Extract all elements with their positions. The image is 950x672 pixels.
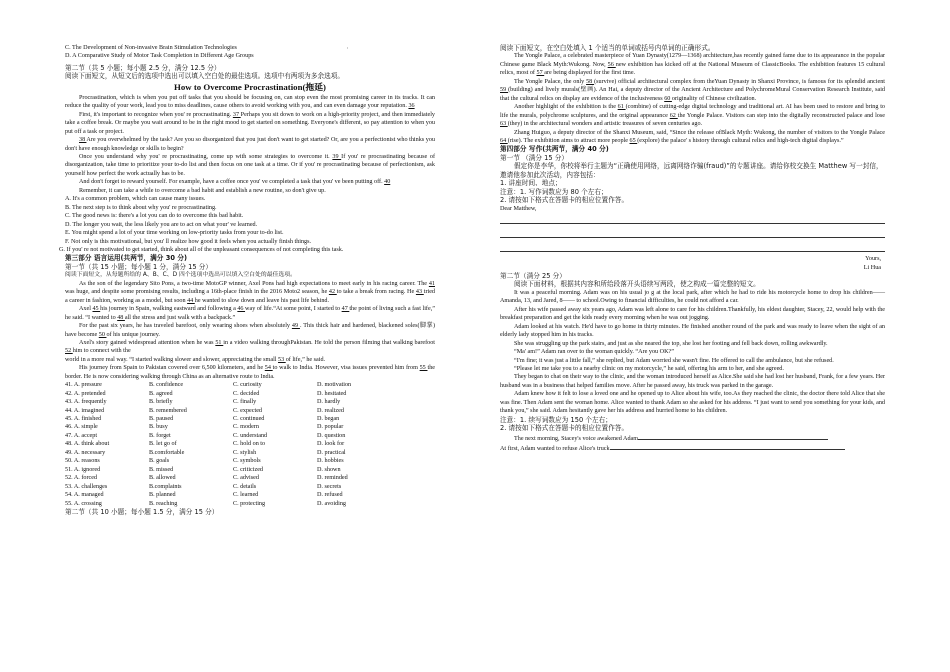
cloze-option: D. shown [317,466,341,473]
blank-65[interactable]: 65 [629,137,638,144]
blank-64[interactable]: 64 [500,137,508,144]
blank-39[interactable]: 39 [332,153,342,160]
salutation: Dear Matthew, [500,205,537,212]
blank-60[interactable]: 60 [664,95,672,102]
cloze-option: C. advised [233,475,259,482]
cloze-option: 42. A. pretended [65,390,106,397]
cloze-option: D. refused [317,492,343,499]
cloze-option: 45. A. finished [65,416,102,423]
cloze-option: C. learned [233,492,259,499]
cloze-option: B. paused [149,416,174,423]
cloze-option: C. details [233,483,257,490]
cloze-option: B. forget [149,432,171,439]
continuation-start-2: At first, Adam wanted to refuse Alice's truck [500,443,885,453]
cloze-option: B. agreed [149,390,173,397]
paragraph: For the past six years, he has traveled barefoot, only wearing shoes when absolutely 49 . This thick hair and hardened, blackened soles(脚掌) have become 50 of his unique journey. [65,323,435,338]
option-c: C. The Development of Non-invasive Brain Stimulation Technologies [65,45,237,51]
paragraph: Axel's story gained widespread attention when he was 51 in a video walking throughPakistan. He told the person filming that walking barefoot 52 him to connect with the [65,339,435,355]
blank-63[interactable]: 63 [500,121,508,128]
cloze-option: B. let go of [149,441,177,448]
blank-59[interactable]: 59 [500,87,509,94]
task-point: 注意：1. 写作词数应为 80 个左右； [500,187,608,196]
paragraph: “I'm fine; it was just a little fall,” she replied, but Adam worried she wasn't fine. He offered to call the ambulance, but she refused. [514,357,834,364]
cloze-option: B.comfortable [149,449,185,456]
paragraph: His journey from Spain to Pakistan covered over 6,500 kilometers, and he 54 to walk to India. However, visa issues prevented him from 55 the border. He is now considering walking through China as an alternative route to India. [65,365,435,380]
part3-section1-instructions: 阅读下面短文，从每题所给的 A、B、C、D 四个选项中选出可以填入空白处的最佳选项。 [65,272,296,279]
paragraph: The Yongle Palace, a celebrated masterpiece of Yuan Dynasty(1279—1368) architecture,has recently gained fame due to its appearance in the popular Chinese game Black Myth:Wukong. Now, 56 new exhibition has kicked off at the National Museum of ClassicBooks. The exhibition features 15 cultural relics, most of 57 are being displayed for the first time. [500,53,885,77]
cloze-option: C. finally [233,399,257,406]
answer-line[interactable] [500,213,885,224]
cloze-option: B. remembered [149,407,187,414]
continuation-start-1: The next morning, Stacey's voice awakened Adam [500,433,885,443]
cloze-option: C. criticized [233,466,264,473]
answer-line[interactable] [638,433,828,440]
cloze-option: 51. A. ignored [65,466,101,473]
cloze-option: 44. A. imagined [65,407,105,414]
signature: Li Hua [863,264,881,271]
note: 2. 请按如下格式在答题卡的相应位置作答。 [500,424,629,433]
blank-44[interactable]: 44 [187,297,195,304]
choice-item: G. If you' re not motivated to get started, think about all of the unpleasant consequences of not completing this task. [59,246,344,253]
paragraph: Remember, it can take a while to overcome a bad habit and establish a new routine, so don't give up. [79,187,326,194]
blank-42[interactable]: 42 [328,289,337,296]
part4-section2-header: 第二节（满分 25 分） [500,271,566,280]
cloze-option: 48. A. think about [65,441,110,448]
paragraph: Adam knew how it felt to lose a loved one and he opened up to Alice about his wife, too.As they reached the clinic, the doctor there told Alice that she was fine. Then Adam sent the woman home. Alice wanted to thank Adam so she asked for his address. “I just want to send you something for your kids, and thank you,” she said. Adam hesitantly gave her his address and hurried home to his children. [500,391,885,415]
paragraph: Adam looked at his watch. He'd have to go home in thirty minutes. He finished another round of the park and was ready to leave when the sight of an elderly lady stopped him in his tracks. [500,323,885,339]
paragraph: “Ma' am!” Adam ran over to the woman quickly. “Are you OK?” [514,349,674,356]
cloze-option: 46. A. simple [65,424,98,431]
note: 注意：1. 续写词数应为 150 个左右； [500,415,612,424]
blank-46[interactable]: 46 [237,306,246,313]
choice-item: A. It's a common problem, which can cause many issues. [65,196,206,203]
blank-62[interactable]: 62 [669,112,678,119]
cloze-option: C. symbols [233,458,261,465]
cloze-option: 55. A. crossing [65,500,102,507]
task-point: 2. 请按如下格式在答题卡的相应位置作答。 [500,196,629,205]
blank-58[interactable]: 58 [586,78,595,85]
blank-55[interactable]: 55 [419,365,428,372]
blank-37[interactable]: 37 [232,111,241,118]
cloze-option: D. avoiding [317,500,346,507]
cloze-option: B. confidence [149,382,184,389]
cloze-option: B. allowed [149,475,176,482]
choice-item: D. The longer you wait, the less likely you are to act on what your' ve learned. [65,221,258,228]
cloze-option: C. protecting [233,500,266,507]
cloze-option: C. curiosity [233,382,262,389]
cloze-option: B. briefly [149,399,173,406]
choice-item: C. The good news is: there's a lot you can do to overcome this bad habit. [65,213,244,220]
writing-task: 假定你是李华，你校将举行主题为“正确使用网络，远离网络诈骗(fraud)”的专题讲座。请给你校交换生 Matthew 写一封信，邀请他参加此次活动，内容包括： [500,162,883,179]
section2-instructions: 阅读下面短文，从短文后的选项中选出可以填入空白处的最佳选项。选项中有两项为多余选项。 [65,72,345,81]
cloze-option: B. busy [149,424,168,431]
cloze-option: D. hesitated [317,390,347,397]
cloze-option: C. stylish [233,449,257,456]
cloze-option: 54. A. managed [65,492,104,499]
grammar-instructions: 阅读下面短文，在空白处填入 1 个适当的单词或括号内单词的正确形式。 [500,44,715,52]
paragraph: She was struggling up the park stairs, and just as she neared the top, she lost her footing and fell back down, rolling awkwardly. [514,340,828,347]
paragraph: Axel 45 his journey in Spain, walking eastward and following a 46 way of life.“At some point, I started to 47 the point of living such a fast life,” he said. “I wanted to 48 all the stress and just walk with a backpack.” [65,306,435,321]
blank-45[interactable]: 45 [92,306,101,313]
paragraph: After his wife passed away six years ago, Adam was left alone to care for his children.Thankfully, his eldest daughter, Stacey, 22, would help with the breakfast preparation and get the kids ready every morning when he was out jogging. [500,306,885,322]
section2-header: 第二节（共 5 小题；每小题 2.5 分，满分 12.5 分） [65,63,221,72]
paragraph: Another highlight of the exhibition is the 61 (combine) of cutting-edge digital technology and traditional art. AI has been used to restore and bring to life the murals, polychrome sculptures, and the original appearance 62 the Yongle Palace. Visitors can step into the digitally reconstructed palace and lose 63 (they) in the architectural wonders and artistic treasures of seven centuries ago. [500,104,885,128]
paragraph: First, it's important to recognize when you' re procrastinating. 37 Perhaps you sit down to work on a high-priority project, and then immediately take a coffee break. Or maybe you wait around to be in the right mood to get started on something. Everyone's different, so pay attention to when you put off a task or project. [65,111,435,135]
paragraph: As the son of the legendary Sito Pons, a two-time MotoGP winner, Axel Pons had high expectations to meet early in his racing career. The 41 was huge, and despite some promising results, including a 16th-place finish in the 2016 Moto2 season, he 42 to take a break from racing. He 43 tried a career in fashion, working as a model, but soon 44 he wanted to slow down and leave his past life behind. [65,280,436,304]
cloze-option: D. reminded [317,475,348,482]
paragraph: “Please let me take you to a nearby clinic on my motorcycle,” he said, offering his arm to her, and she agreed. [514,365,784,372]
choice-item: F. Not only is this motivational, but you' ll realize how good it feels when you actually finish things. [65,238,312,245]
stray-mark: ' [347,48,348,53]
blank-48[interactable]: 48 [117,314,125,321]
paragraph: world in a more real way. “I started walking slower and slower, appreciating the small 53 of life,” he said. [65,356,326,363]
part4-section1-header: 第一节 （满分 15 分） [500,153,569,162]
passage-title: How to Overcome Procrastination(拖延) [174,81,326,92]
blank-51[interactable]: 51 [215,339,224,346]
cloze-option: C. hold on to [233,441,266,448]
blank-53[interactable]: 53 [278,356,286,363]
blank-50[interactable]: 50 [98,331,107,338]
cloze-option: C. decided [233,390,260,397]
blank-41[interactable]: 41 [428,280,435,287]
cloze-option: D. popular [317,424,344,431]
cloze-option: C. continued [233,416,265,423]
cloze-option: D. motivation [317,382,352,389]
blank-57[interactable]: 57 [536,70,545,77]
closing: Yours, [865,256,881,263]
part3-section2-header: 第二节（共 10 小题；每小题 1.5 分，满分 15 分） [65,508,219,517]
choice-item: B. The next step is to think about why you' re procrastinating. [65,204,217,211]
cloze-option: D. practical [317,449,346,456]
cloze-option: 49. A. necessary [65,449,106,456]
blank-40[interactable]: 40 [384,179,391,186]
cloze-option: C. understand [233,432,268,439]
blank-61[interactable]: 61 [617,104,626,111]
cloze-option: B. goals [149,458,170,465]
blank-56[interactable]: 56 [607,61,616,68]
cloze-option: B.complaints [149,483,182,490]
right-column [500,0,885,453]
paragraph: Once you understand why you' re procrastinating, come up with some strategies to overcome it. 39 If you' re procrastinating because of disorganization, take time to prioritize your to-do list and then focus on one task at a time. Or if you' re procrastinating because of perfectionism, ask yourself how perfect the work actually has to be. [65,153,435,177]
paragraph: Procrastination, which is when you put off tasks that you should be focusing on, can stop even the most promising career in its tracks. It can reduce the quality of your work, lead you to miss deadlines, cause others to avoid working with you, and can even damage your reputation. 36 [65,94,435,110]
task-point: 1. 讲座时间、地点； [500,179,562,188]
option-d: D. A Comparative Study of Motor Task Completion in Different Age Groups [65,53,254,60]
blank-54[interactable]: 54 [264,365,273,372]
cloze-option: 50. A. reasons [65,458,100,465]
cloze-option: D. look for [317,441,345,448]
cloze-option: 41. A. pressure [65,382,102,389]
paragraph: Zhang Huiguo, a deputy director of the Shanxi Museum, said, “Since the release ofBlack Myth: Wukong, the number of visitors to the Yongle Palace 64 (rise). The exhibition aims to attract more people 65 (explore) the palace' s history through cultural relics and high-tech digital displays.” [500,129,885,144]
cloze-option: C. modern [233,424,259,431]
answer-line[interactable] [500,227,885,238]
continuation-instructions: 阅读下面材料，根据其内容和所给段落开头语续写两段，使之构成一篇完整的短文。 [514,280,760,289]
blank-36[interactable]: 36 [408,103,415,110]
paragraph: The Yongle Palace, the only 58 (survive) official architectural complex from theYuan Dynasty in Shanxi Province, is famous for its splendid ancient 59 (building) and lively murals(壁画). An Hai, a deputy director of the Ancient Architecture and PolychromeMural Conservation Research Institute, said that the cultural relics on display are evidence of the inclusiveness 60 originality of Chinese civilization. [500,78,885,102]
choice-item: E. You might spend a lot of your time working on low-priority tasks from your to-do list. [65,230,284,237]
part3-header: 第三部分 语言运用(共两节，满分 30 分) [65,254,188,263]
paragraph: They began to chat on their way to the clinic, and the woman introduced herself as Alice.She said she had lost her husband, Frank, for a few years. Her husband was in a business that helped families move. After he passed away, his truck was parked in the garage. [500,374,885,389]
cloze-option: B. planned [149,492,176,499]
left-column [59,0,436,517]
paragraph: It was a peaceful morning. Adam was on his usual jo g at the local park, after which he had to ride his motorcycle home to drop his children—— Amanda, 13, and Jared, 8—— to school.Owing to financial difficulties, he could not afford a car. [500,289,885,305]
cloze-option: D. hobbies [317,458,344,465]
cloze-option: C. expected [233,407,262,414]
blank-38[interactable]: 38 [79,137,87,144]
part4-header: 第四部分 写作(共两节，满分 40 分) [500,145,609,154]
cloze-option: D. realized [317,407,344,414]
blank-43[interactable]: 43 [415,289,424,296]
cloze-option: 53. A. challenges [65,483,108,490]
cloze-option: D. began [317,416,340,423]
cloze-option: 43. A. frequently [65,399,107,406]
blank-52[interactable]: 52 [65,348,73,355]
cloze-option: 47. A. accept [65,432,98,439]
cloze-options-grid [65,381,435,508]
blank-49[interactable]: 49 [291,323,300,330]
blank-47[interactable]: 47 [341,306,350,313]
cloze-option: 52. A. forced [65,475,98,482]
answer-line[interactable] [500,241,885,252]
paragraph: And don't forget to reward yourself. For example, have a coffee once you' ve completed a task that you' ve been putting off. 40 [79,179,391,186]
cloze-option: D. hardly [317,399,341,406]
cloze-option: D. secrets [317,483,342,490]
answer-line[interactable] [610,443,845,450]
paragraph: 38 Are you overwhelmed by the task? Are you so disorganized that you just don't want to get started? Or, are you a perfectionist who thinks you don't have enough knowledge or skills to begin? [65,137,435,152]
cloze-option: B. reaching [149,500,178,507]
cloze-option: B. missed [149,466,174,473]
part3-section1-header: 第一节（共 15 小题；每小题 1 分，满分 15 分） [65,262,213,271]
cloze-option: D. question [317,432,346,439]
